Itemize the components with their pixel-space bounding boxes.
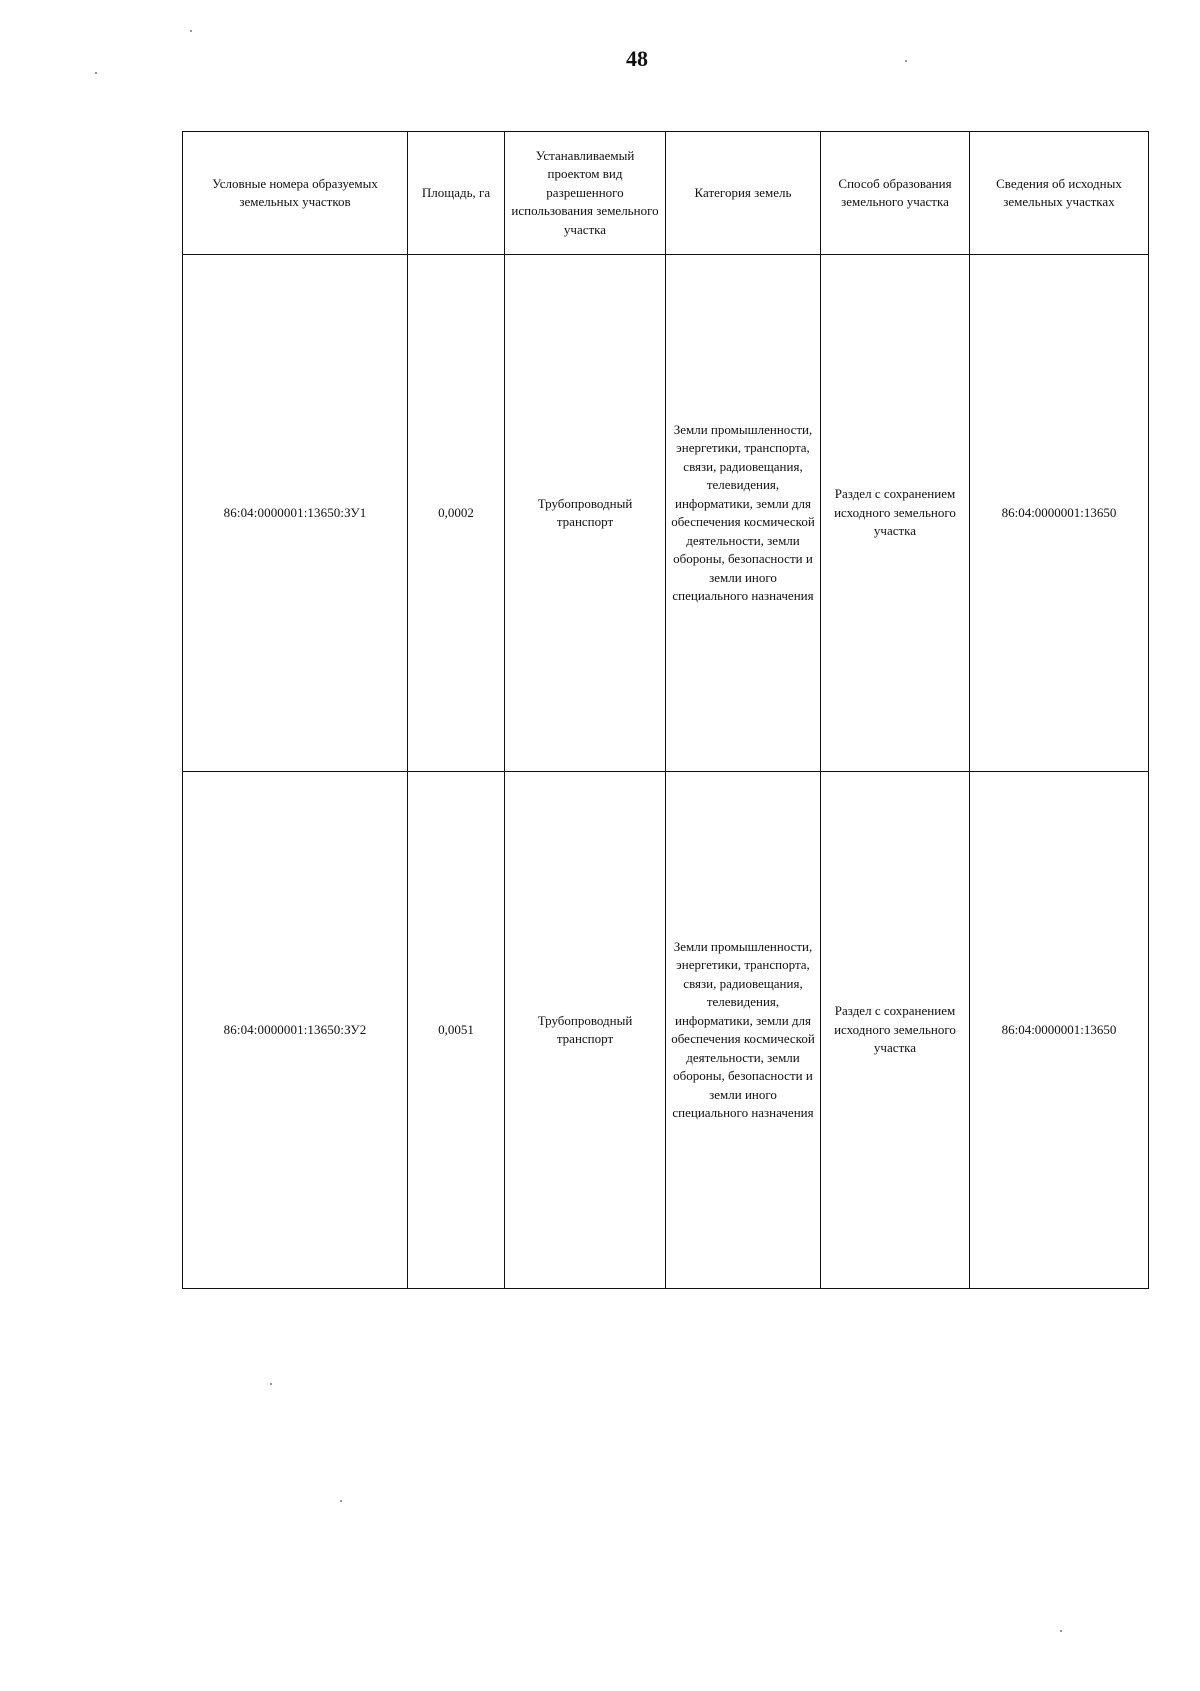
source-plot-cell: 86:04:0000001:13650 — [970, 255, 1149, 772]
table-header-row — [183, 132, 1149, 255]
plot-number-cell: 86:04:0000001:13650:ЗУ1 — [183, 255, 408, 772]
header-source-plots: Сведения об исходных земельных участках — [970, 132, 1149, 255]
land-category-cell: Земли промышленности, энергетики, транспорта, связи, радиовещания, телевидения, информатики, земли для обеспечения космической деятельности, земли обороны, безопасности и земли иного специального назначения — [666, 772, 821, 1289]
header-plot-number: Условные номера образуемых земельных участков — [183, 132, 408, 255]
area-cell: 0,0051 — [408, 772, 505, 1289]
formation-method-cell: Раздел с сохранением исходного земельного участка — [821, 772, 970, 1289]
scan-speck — [905, 60, 907, 62]
land-category-cell: Земли промышленности, энергетики, транспорта, связи, радиовещания, телевидения, информатики, земли для обеспечения космической деятельности, земли обороны, безопасности и земли иного специального назначения — [666, 255, 821, 772]
scan-speck — [1060, 1630, 1062, 1632]
table-row — [183, 772, 1149, 1289]
source-plot-cell: 86:04:0000001:13650 — [970, 772, 1149, 1289]
permitted-use-cell: Трубопроводный транспорт — [505, 255, 666, 772]
area-cell: 0,0002 — [408, 255, 505, 772]
scan-speck — [190, 30, 192, 32]
table-row — [183, 255, 1149, 772]
header-formation-method: Способ образования земельного участка — [821, 132, 970, 255]
scan-speck — [340, 1500, 342, 1502]
header-area: Площадь, га — [408, 132, 505, 255]
scan-speck — [95, 72, 97, 74]
land-plots-table — [182, 131, 1149, 1289]
formation-method-cell: Раздел с сохранением исходного земельного участка — [821, 255, 970, 772]
scan-speck — [270, 1383, 272, 1385]
header-land-category: Категория земель — [666, 132, 821, 255]
page-number: 48 — [626, 46, 648, 71]
header-permitted-use: Устанавливаемый проектом вид разрешенного использования земельного участка — [505, 132, 666, 255]
plot-number-cell: 86:04:0000001:13650:ЗУ2 — [183, 772, 408, 1289]
permitted-use-cell: Трубопроводный транспорт — [505, 772, 666, 1289]
